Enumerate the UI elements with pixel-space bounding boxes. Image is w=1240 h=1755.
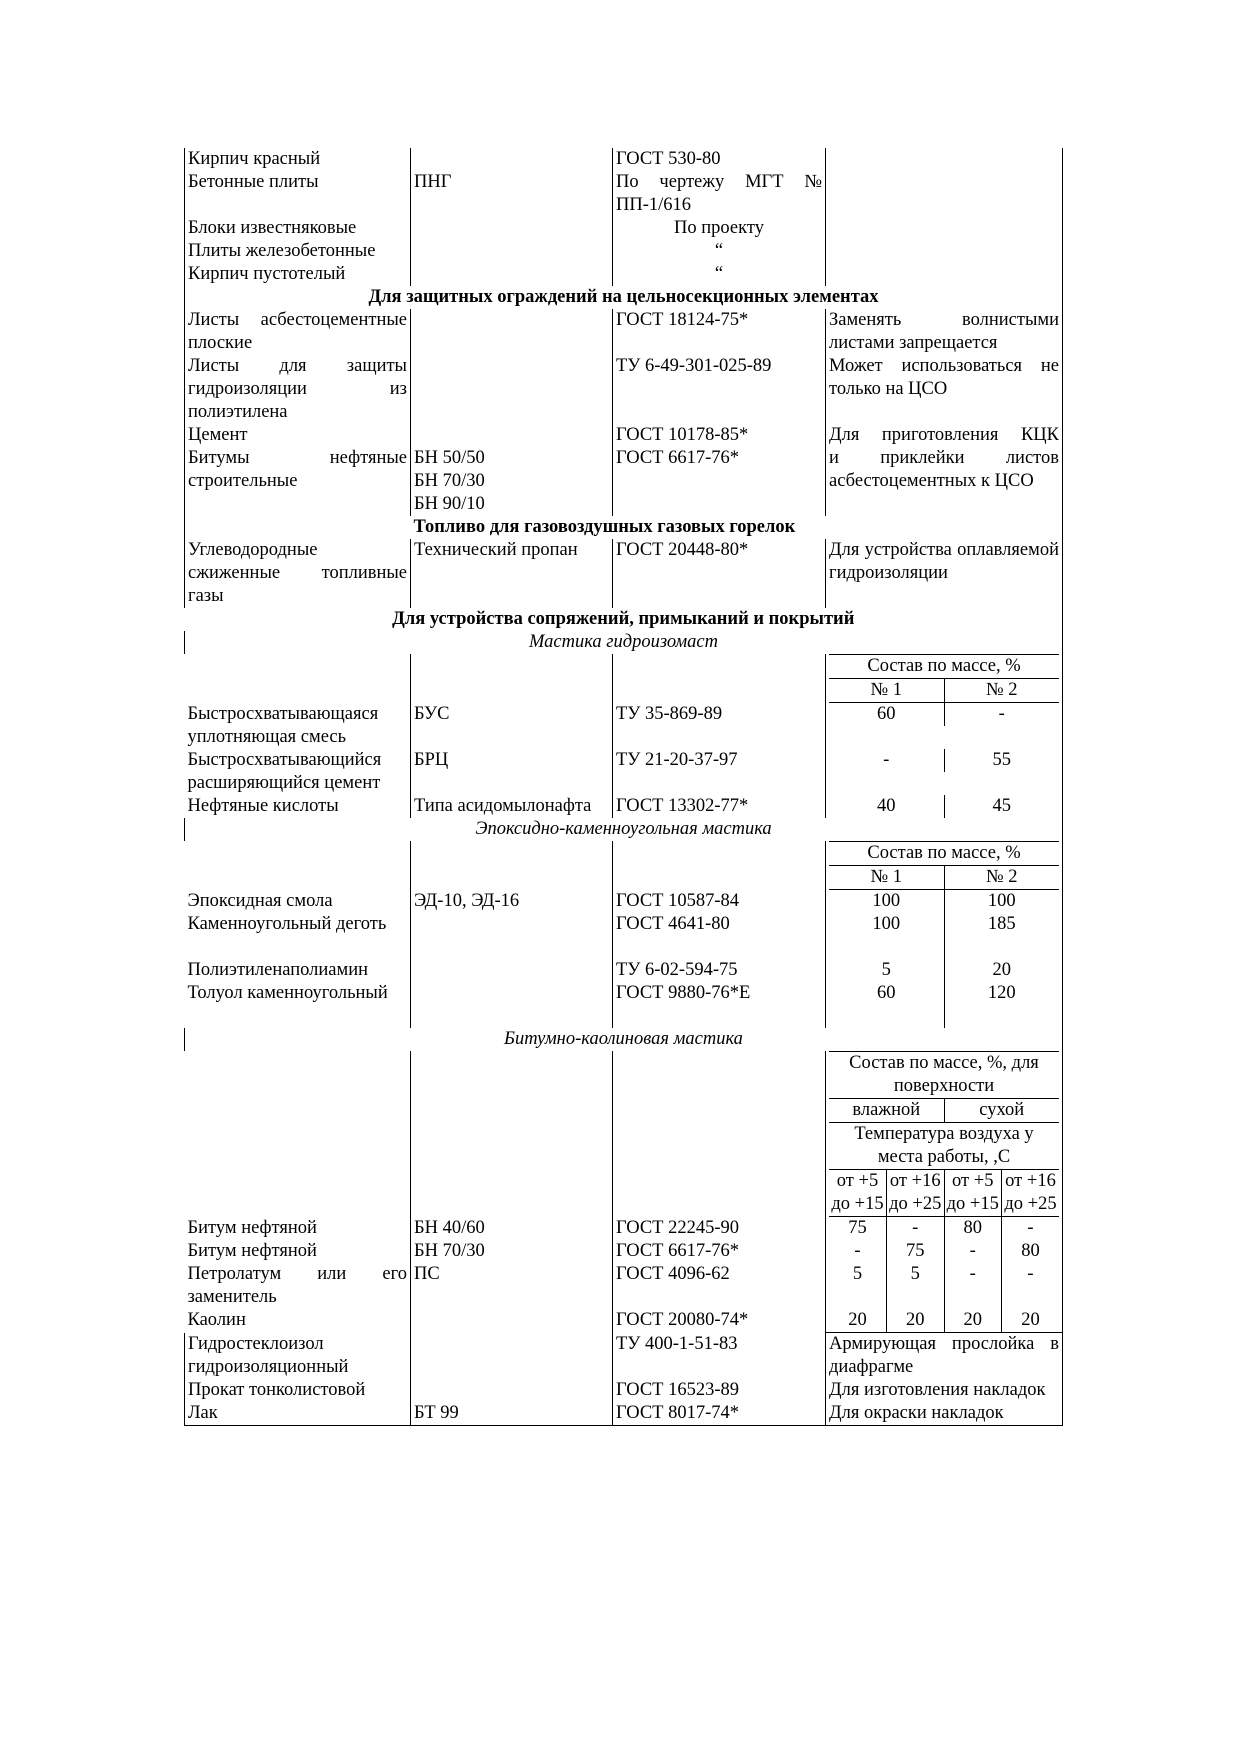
- material-note: Для устройства оплавляемой гидроизоляции: [826, 539, 1063, 608]
- material-standard: ТУ 21-20-37-97: [613, 749, 826, 795]
- material-name: Битум нефтяной: [185, 1217, 411, 1240]
- material-name: Быстросхватывающаяся уплотняющая смесь: [185, 703, 411, 749]
- mix-value: 100: [872, 891, 901, 911]
- material-grade: [411, 355, 613, 424]
- material-name: Каолин: [185, 1309, 411, 1333]
- mix-number: № 2: [944, 679, 1059, 703]
- material-grade: БРЦ: [411, 749, 613, 795]
- material-standard: ГОСТ 18124-75*: [613, 309, 826, 355]
- grade-line: БН 90/10: [414, 494, 485, 514]
- material-name: Толуол каменноугольный: [185, 982, 411, 1028]
- table-row: [185, 1263, 1063, 1309]
- material-name: Петролатум или его заменитель: [185, 1263, 411, 1309]
- mix-value: 20: [944, 959, 1059, 982]
- mix-value: -: [883, 750, 890, 770]
- material-grade: Технический пропан: [411, 539, 613, 608]
- table-row: [185, 749, 1063, 795]
- material-name: Цемент: [185, 424, 411, 447]
- material-note: Для изготовления накладок: [826, 1379, 1063, 1402]
- table-row: [185, 1217, 1063, 1240]
- subsection-heading: Эпоксидно-каменноугольная мастика: [185, 818, 1063, 841]
- section-heading: Для защитных ограждений на цельносекционных элементах: [185, 286, 1063, 309]
- material-standard: ТУ 400-1-51-83: [613, 1333, 826, 1380]
- mix-header: [826, 841, 1063, 890]
- subsection-row: [185, 631, 1063, 654]
- material-name: Быстросхватывающийся расширяющийся цемент: [185, 749, 411, 795]
- subsection-heading: Мастика гидроизомаст: [185, 631, 1063, 654]
- mix-value: 40: [877, 796, 896, 816]
- material-name: Кирпич красный: [185, 148, 411, 171]
- material-name: Гидростеклоизол гидроизоляционный: [185, 1333, 411, 1380]
- material-note: [826, 171, 1063, 217]
- material-name: Каменноугольный деготь: [185, 913, 411, 959]
- ditto-mark: “: [613, 240, 826, 263]
- mix-value: -: [1002, 1263, 1060, 1309]
- mix-header-row: [185, 654, 1063, 703]
- material-name: Лак: [185, 1402, 411, 1426]
- material-grade: [411, 959, 613, 982]
- material-grade: [411, 447, 613, 516]
- table-row: [185, 309, 1063, 355]
- material-grade: БТ 99: [411, 1402, 613, 1426]
- mix-number: № 1: [829, 866, 944, 890]
- table-row: [185, 263, 1063, 286]
- material-standard: ГОСТ 10587-84: [613, 890, 826, 913]
- mix-value: 80: [1002, 1240, 1060, 1263]
- subsection-heading: Битумно-каолиновая мастика: [185, 1028, 1063, 1051]
- material-standard: ГОСТ 530-80: [613, 148, 826, 171]
- mix-value: 60: [877, 704, 896, 724]
- table-row: [185, 539, 1063, 608]
- material-grade: ЭД-10, ЭД-16: [411, 890, 613, 913]
- section-heading: Топливо для газовоздушных газовых горелок: [411, 516, 1063, 539]
- table-row: [185, 424, 1063, 447]
- material-name: Листы для защиты гидроизоляции из полиэтилена: [185, 355, 411, 424]
- material-standard: ТУ 35-869-89: [613, 703, 826, 749]
- material-standard: ГОСТ 4096-62: [613, 1263, 826, 1309]
- material-note: и приклейки листов асбестоцементных к ЦСО: [826, 447, 1063, 516]
- table-row: [185, 959, 1063, 982]
- mix-value: 20: [848, 1310, 867, 1330]
- document-page: [184, 148, 1062, 1426]
- material-standard: По чертежу МГТ № ПП-1/616: [613, 171, 826, 217]
- mix-value: 20: [887, 1309, 945, 1332]
- mix-value: -: [944, 703, 1059, 726]
- material-name: Прокат тонколистовой: [185, 1379, 411, 1402]
- mix-number: № 1: [829, 679, 944, 703]
- table-row: [185, 447, 1063, 516]
- material-name: Кирпич пустотелый: [185, 263, 411, 286]
- surface-wet: влажной: [829, 1099, 944, 1123]
- mix-value: 75: [887, 1240, 945, 1263]
- subsection-row: [185, 818, 1063, 841]
- table-row: [185, 1240, 1063, 1263]
- mix-value: 20: [944, 1309, 1002, 1332]
- material-standard: ТУ 6-02-594-75: [613, 959, 826, 982]
- material-grade: [411, 1309, 613, 1333]
- material-grade: [411, 913, 613, 959]
- table-row: [185, 217, 1063, 240]
- material-standard: ГОСТ 4641-80: [613, 913, 826, 959]
- table-row: [185, 355, 1063, 424]
- material-grade: Типа асидомылонафта: [411, 795, 613, 818]
- material-standard: ГОСТ 6617-76*: [613, 447, 826, 516]
- material-standard: ГОСТ 10178-85*: [613, 424, 826, 447]
- grade-line: БН 70/30: [414, 471, 485, 491]
- mix-value: 80: [944, 1217, 1002, 1240]
- mix-value: 100: [872, 914, 901, 934]
- mix-value: 5: [852, 1264, 863, 1284]
- mix-header-row: [185, 841, 1063, 890]
- material-note: [826, 263, 1063, 286]
- material-standard: ГОСТ 22245-90: [613, 1217, 826, 1240]
- section-row: [185, 516, 1063, 539]
- temperature-header: Температура воздуха у места работы, ,С: [829, 1123, 1059, 1170]
- table-row: [185, 703, 1063, 749]
- material-note: Заменять волнистыми листами запрещается: [826, 309, 1063, 355]
- ditto-mark: “: [613, 263, 826, 286]
- materials-table: [184, 148, 1063, 1426]
- section-row: [185, 286, 1063, 309]
- mix-value: -: [854, 1241, 861, 1261]
- temperature-range: от +5 до +15: [944, 1170, 1002, 1217]
- mix-header-row: [185, 1051, 1063, 1217]
- table-row: [185, 171, 1063, 217]
- material-grade: БУС: [411, 703, 613, 749]
- material-standard: ГОСТ 16523-89: [613, 1379, 826, 1402]
- material-grade: [411, 263, 613, 286]
- material-note: Для приготовления КЦК: [826, 424, 1063, 447]
- table-row: [185, 148, 1063, 171]
- table-row: [185, 1333, 1063, 1380]
- mix-header-title: Состав по массе, %: [829, 842, 1059, 866]
- table-row: [185, 982, 1063, 1028]
- mix-value: -: [1002, 1217, 1060, 1240]
- mix-value: -: [944, 1263, 1002, 1309]
- material-note: Для окраски накладок: [826, 1402, 1063, 1426]
- mix-value: 60: [877, 983, 896, 1003]
- material-grade: БН 70/30: [411, 1240, 613, 1263]
- material-grade: [411, 217, 613, 240]
- material-grade: [411, 1333, 613, 1380]
- material-note: Армирующая прослойка в диафрагме: [826, 1333, 1063, 1380]
- section-heading: Для устройства сопряжений, примыканий и покрытий: [185, 608, 1063, 631]
- material-grade: [411, 982, 613, 1028]
- material-note: [826, 217, 1063, 240]
- grade-line: БН 50/50: [414, 448, 485, 468]
- material-note: Может использоваться не только на ЦСО: [826, 355, 1063, 424]
- table-row: [185, 795, 1063, 818]
- material-name: Эпоксидная смола: [185, 890, 411, 913]
- subsection-row: [185, 1028, 1063, 1051]
- mix-header: [826, 654, 1063, 703]
- material-name: Углеводородные сжиженные топливные газы: [185, 539, 411, 608]
- material-grade: ПНГ: [411, 171, 613, 217]
- material-name: Нефтяные кислоты: [185, 795, 411, 818]
- surface-dry: сухой: [944, 1099, 1059, 1123]
- table-row: [185, 1402, 1063, 1426]
- material-standard: ГОСТ 9880-76*Е: [613, 982, 826, 1028]
- material-name: Листы асбестоцементные плоские: [185, 309, 411, 355]
- kaolin-header: [826, 1051, 1063, 1217]
- material-standard: По проекту: [613, 217, 826, 240]
- material-standard: ГОСТ 6617-76*: [613, 1240, 826, 1263]
- material-grade: [411, 1379, 613, 1402]
- table-row: [185, 913, 1063, 959]
- material-name: Битумы нефтяные строительные: [185, 447, 411, 516]
- material-grade: [411, 309, 613, 355]
- mix-value: 55: [944, 749, 1059, 772]
- mix-value: 100: [944, 890, 1059, 913]
- mix-value: 185: [944, 913, 1059, 959]
- material-grade: [411, 240, 613, 263]
- material-name: Блоки известняковые: [185, 217, 411, 240]
- table-row: [185, 240, 1063, 263]
- material-grade: БН 40/60: [411, 1217, 613, 1240]
- material-name: Полиэтиленаполиамин: [185, 959, 411, 982]
- material-note: [826, 148, 1063, 171]
- material-name: Бетонные плиты: [185, 171, 411, 217]
- material-grade: [411, 424, 613, 447]
- material-name: Плиты железобетонные: [185, 240, 411, 263]
- mix-value: 120: [944, 982, 1059, 1028]
- table-row: [185, 1379, 1063, 1402]
- temperature-range: от +5 до +15: [829, 1170, 887, 1217]
- material-grade: [411, 148, 613, 171]
- material-standard: ГОСТ 13302-77*: [613, 795, 826, 818]
- material-grade: ПС: [411, 1263, 613, 1309]
- mix-value: 5: [881, 960, 891, 980]
- table-row: [185, 1309, 1063, 1333]
- mix-value: -: [944, 1240, 1002, 1263]
- mix-value: 5: [887, 1263, 945, 1309]
- material-name: Битум нефтяной: [185, 1240, 411, 1263]
- material-standard: ГОСТ 20448-80*: [613, 539, 826, 608]
- mix-value: 75: [848, 1218, 867, 1238]
- temperature-range: от +16 до +25: [887, 1170, 945, 1217]
- mix-value: 20: [1002, 1309, 1060, 1332]
- section-row: [185, 608, 1063, 631]
- material-standard: ГОСТ 8017-74*: [613, 1402, 826, 1426]
- material-note: [826, 240, 1063, 263]
- mix-number: № 2: [944, 866, 1059, 890]
- mix-header-title: Состав по массе, %, для поверхности: [829, 1052, 1059, 1099]
- mix-header-title: Состав по массе, %: [829, 655, 1059, 679]
- material-standard: ТУ 6-49-301-025-89: [613, 355, 826, 424]
- material-standard: ГОСТ 20080-74*: [613, 1309, 826, 1333]
- temperature-range: от +16 до +25: [1002, 1170, 1060, 1217]
- mix-value: -: [887, 1217, 945, 1240]
- mix-value: 45: [944, 795, 1059, 818]
- table-row: [185, 890, 1063, 913]
